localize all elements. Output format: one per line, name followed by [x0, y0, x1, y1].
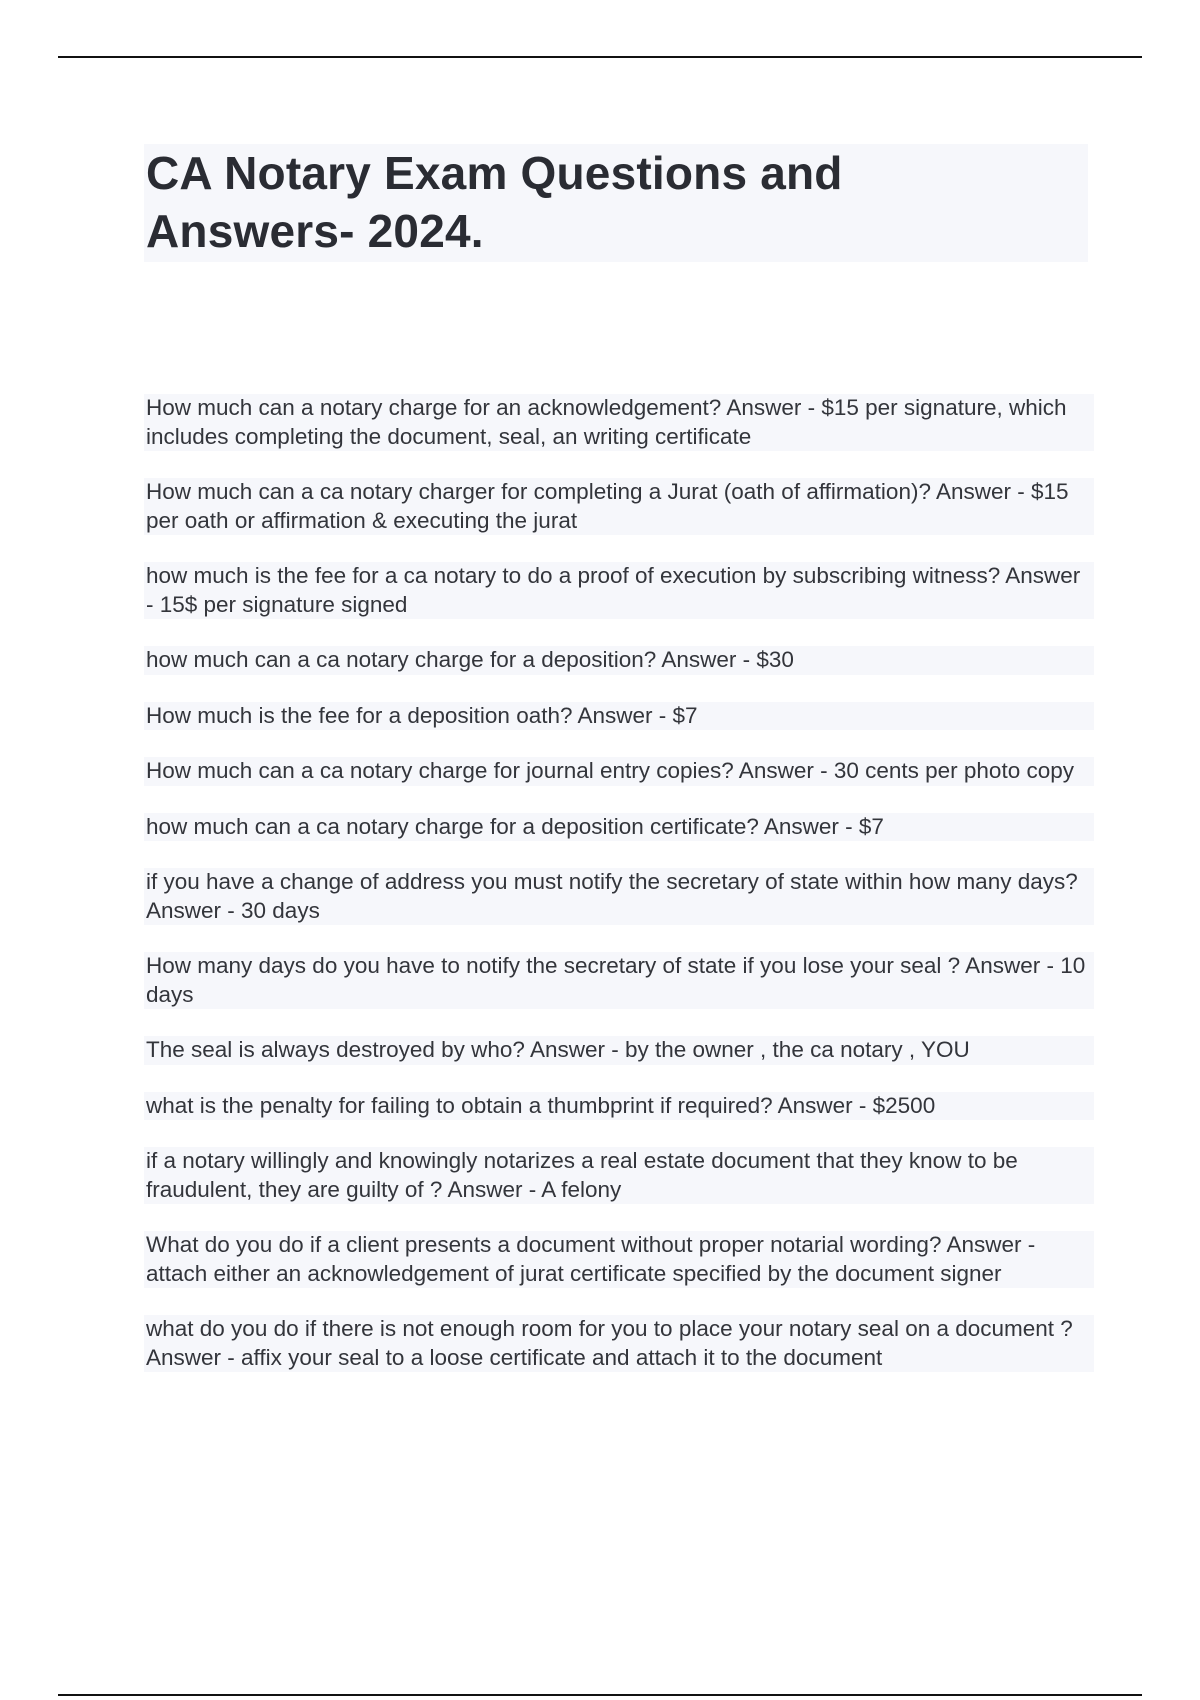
qa-item: What do you do if a client presents a document without proper notarial wording? Answer - attach either an acknowledgement of jurat certificate specified by the document signer — [144, 1231, 1094, 1288]
title-block — [144, 144, 1088, 262]
top-rule — [58, 56, 1142, 58]
page-title: CA Notary Exam Questions and Answers- 2024. — [146, 147, 843, 257]
qa-item: if you have a change of address you must notify the secretary of state within how many days? Answer - 30 days — [144, 868, 1094, 925]
qa-item: what is the penalty for failing to obtain a thumbprint if required? Answer - $2500 — [144, 1092, 1094, 1121]
bottom-rule — [58, 1694, 1142, 1696]
qa-item: how much can a ca notary charge for a deposition certificate? Answer - $7 — [144, 813, 1094, 842]
qa-item: if a notary willingly and knowingly notarizes a real estate document that they know to be fraudulent, they are guilty of ? Answer - A felony — [144, 1147, 1094, 1204]
qa-item: How many days do you have to notify the secretary of state if you lose your seal ? Answer - 10 days — [144, 952, 1094, 1009]
qa-item: what do you do if there is not enough room for you to place your notary seal on a document ? Answer - affix your seal to a loose certificate and attach it to the document — [144, 1315, 1094, 1372]
qa-item: How much is the fee for a deposition oath? Answer - $7 — [144, 702, 1094, 731]
qa-item: How much can a notary charge for an acknowledgement? Answer - $15 per signature, which includes completing the document, seal, an writing certificate — [144, 394, 1094, 451]
qa-item: How much can a ca notary charger for completing a Jurat (oath of affirmation)? Answer - $15 per oath or affirmation & executing the jurat — [144, 478, 1094, 535]
qa-item: How much can a ca notary charge for journal entry copies? Answer - 30 cents per photo copy — [144, 757, 1094, 786]
qa-item: how much can a ca notary charge for a deposition? Answer - $30 — [144, 646, 1094, 675]
qa-item: The seal is always destroyed by who? Answer - by the owner , the ca notary , YOU — [144, 1036, 1094, 1065]
qa-list — [144, 394, 1094, 1399]
qa-item: how much is the fee for a ca notary to do a proof of execution by subscribing witness? Answer - 15$ per signature signed — [144, 562, 1094, 619]
